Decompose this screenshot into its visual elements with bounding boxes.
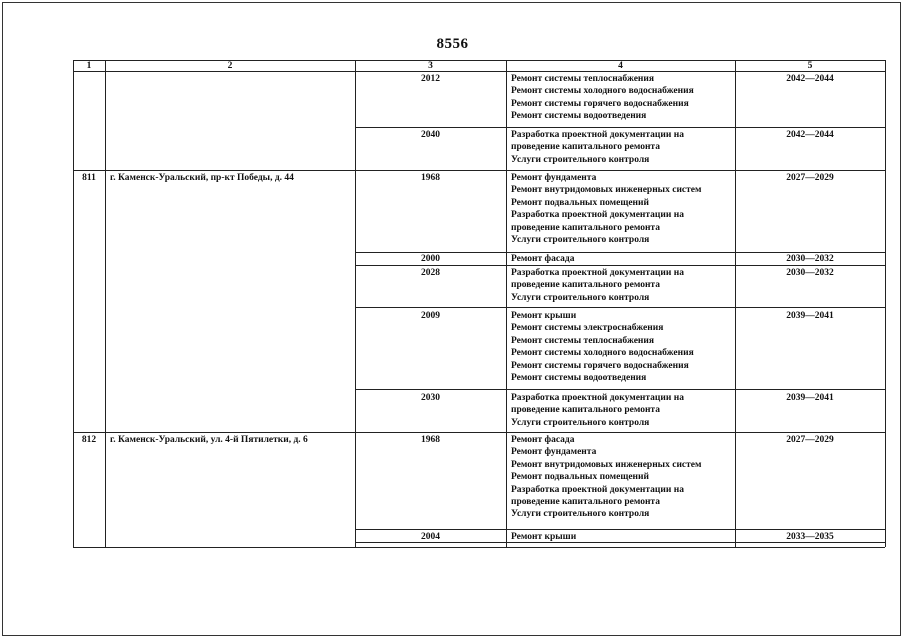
work-item: Разработка проектной документации на — [511, 130, 684, 140]
table-cell-year: 2030 — [421, 393, 440, 403]
row-separator — [355, 307, 885, 308]
work-item: Разработка проектной документации на — [511, 393, 684, 403]
work-item: Ремонт системы электроснабжения — [511, 323, 664, 334]
work-item: Ремонт фундамента — [511, 173, 597, 183]
table-border-right — [885, 60, 886, 547]
table-cell-works — [511, 531, 576, 543]
row-separator — [355, 529, 885, 530]
col-divider-1 — [105, 60, 106, 547]
work-item: Ремонт системы горячего водоснабжения — [511, 360, 689, 371]
header-col-3: 3 — [428, 61, 433, 71]
table-cell-period: 2042—2044 — [786, 74, 834, 84]
row-separator — [73, 432, 885, 433]
header-col-1: 1 — [86, 61, 92, 71]
work-item: проведение капитального ремонта — [511, 142, 660, 153]
work-item: Ремонт системы водоотведения — [511, 111, 647, 122]
work-item: Услуги строительного контроля — [511, 509, 650, 520]
header-col-5: 5 — [807, 61, 813, 71]
row-separator — [73, 170, 885, 171]
table-cell-year: 2012 — [421, 74, 440, 84]
work-item: Ремонт системы теплоснабжения — [511, 74, 655, 84]
table-cell-period: 2039—2041 — [786, 393, 834, 403]
table-cell-works — [511, 129, 684, 166]
work-item: проведение капитального ремонта — [511, 222, 660, 233]
table-cell-works — [511, 73, 694, 123]
header-col-2: 2 — [227, 61, 233, 71]
table-cell-address: г. Каменск-Уральский, ул. 4-й Пятилетки, д. 6 — [110, 435, 308, 445]
table-cell-period: 2027—2029 — [786, 173, 834, 183]
work-item: Ремонт системы водоотведения — [511, 373, 647, 384]
table-cell-period: 2039—2041 — [786, 311, 834, 321]
table-cell-works — [511, 310, 694, 384]
table-cell-period: 2030—2032 — [786, 268, 834, 278]
work-item: Ремонт внутридомовых инженерных систем — [511, 459, 702, 470]
table-border-bottom — [73, 547, 885, 548]
table-cell-works — [511, 253, 574, 265]
table-cell-number: 811 — [82, 173, 96, 183]
work-item: Разработка проектной документации на — [511, 268, 684, 278]
work-item: Услуги строительного контроля — [511, 235, 650, 246]
row-separator — [355, 389, 885, 390]
work-item: Ремонт фасада — [511, 254, 575, 264]
work-item: Услуги строительного контроля — [511, 292, 650, 303]
work-item: Ремонт крыши — [511, 311, 577, 321]
work-item: проведение капитального ремонта — [511, 497, 660, 508]
work-item: Услуги строительного контроля — [511, 417, 650, 428]
table-cell-year: 2004 — [421, 532, 440, 542]
table-cell-period: 2042—2044 — [786, 130, 834, 140]
table-cell-year: 1968 — [421, 173, 440, 183]
work-item: Ремонт системы теплоснабжения — [511, 335, 655, 346]
work-item: Ремонт системы холодного водоснабжения — [511, 348, 694, 359]
work-item: Ремонт крыши — [511, 532, 577, 542]
table-cell-year: 2028 — [421, 268, 440, 278]
table-cell-year: 2040 — [421, 130, 440, 140]
table-cell-year: 1968 — [421, 435, 440, 445]
table-cell-period: 2030—2032 — [786, 254, 834, 264]
work-item: Ремонт системы горячего водоснабжения — [511, 98, 689, 109]
table-cell-works — [511, 392, 684, 429]
table-cell-year: 2000 — [421, 254, 440, 264]
table-border-left — [73, 60, 74, 547]
table-cell-works — [511, 434, 701, 521]
work-item: Ремонт фасада — [511, 435, 575, 445]
work-item: проведение капитального ремонта — [511, 405, 660, 416]
col-divider-3 — [506, 60, 507, 547]
work-item: Ремонт системы холодного водоснабжения — [511, 86, 694, 97]
table-cell-works — [511, 267, 684, 304]
work-item: Ремонт внутридомовых инженерных систем — [511, 185, 702, 196]
row-separator — [355, 127, 885, 128]
table-cell-period: 2033—2035 — [786, 532, 834, 542]
table-cell-period: 2027—2029 — [786, 435, 834, 445]
header-col-4: 4 — [618, 61, 623, 71]
table-cell-address: г. Каменск-Уральский, пр-кт Победы, д. 44 — [110, 173, 294, 183]
work-item: Ремонт подвальных помещений — [511, 472, 649, 483]
work-item: проведение капитального ремонта — [511, 280, 660, 291]
table-cell-year: 2009 — [421, 311, 440, 321]
work-item: Разработка проектной документации на — [511, 210, 684, 221]
work-item: Услуги строительного контроля — [511, 154, 650, 165]
work-item: Разработка проектной документации на — [511, 484, 684, 495]
work-item: Ремонт фундамента — [511, 447, 597, 458]
table-cell-number: 812 — [81, 435, 97, 445]
page-number: 8556 — [436, 36, 469, 52]
work-item: Ремонт подвальных помещений — [511, 197, 649, 208]
table-cell-works — [511, 172, 701, 246]
